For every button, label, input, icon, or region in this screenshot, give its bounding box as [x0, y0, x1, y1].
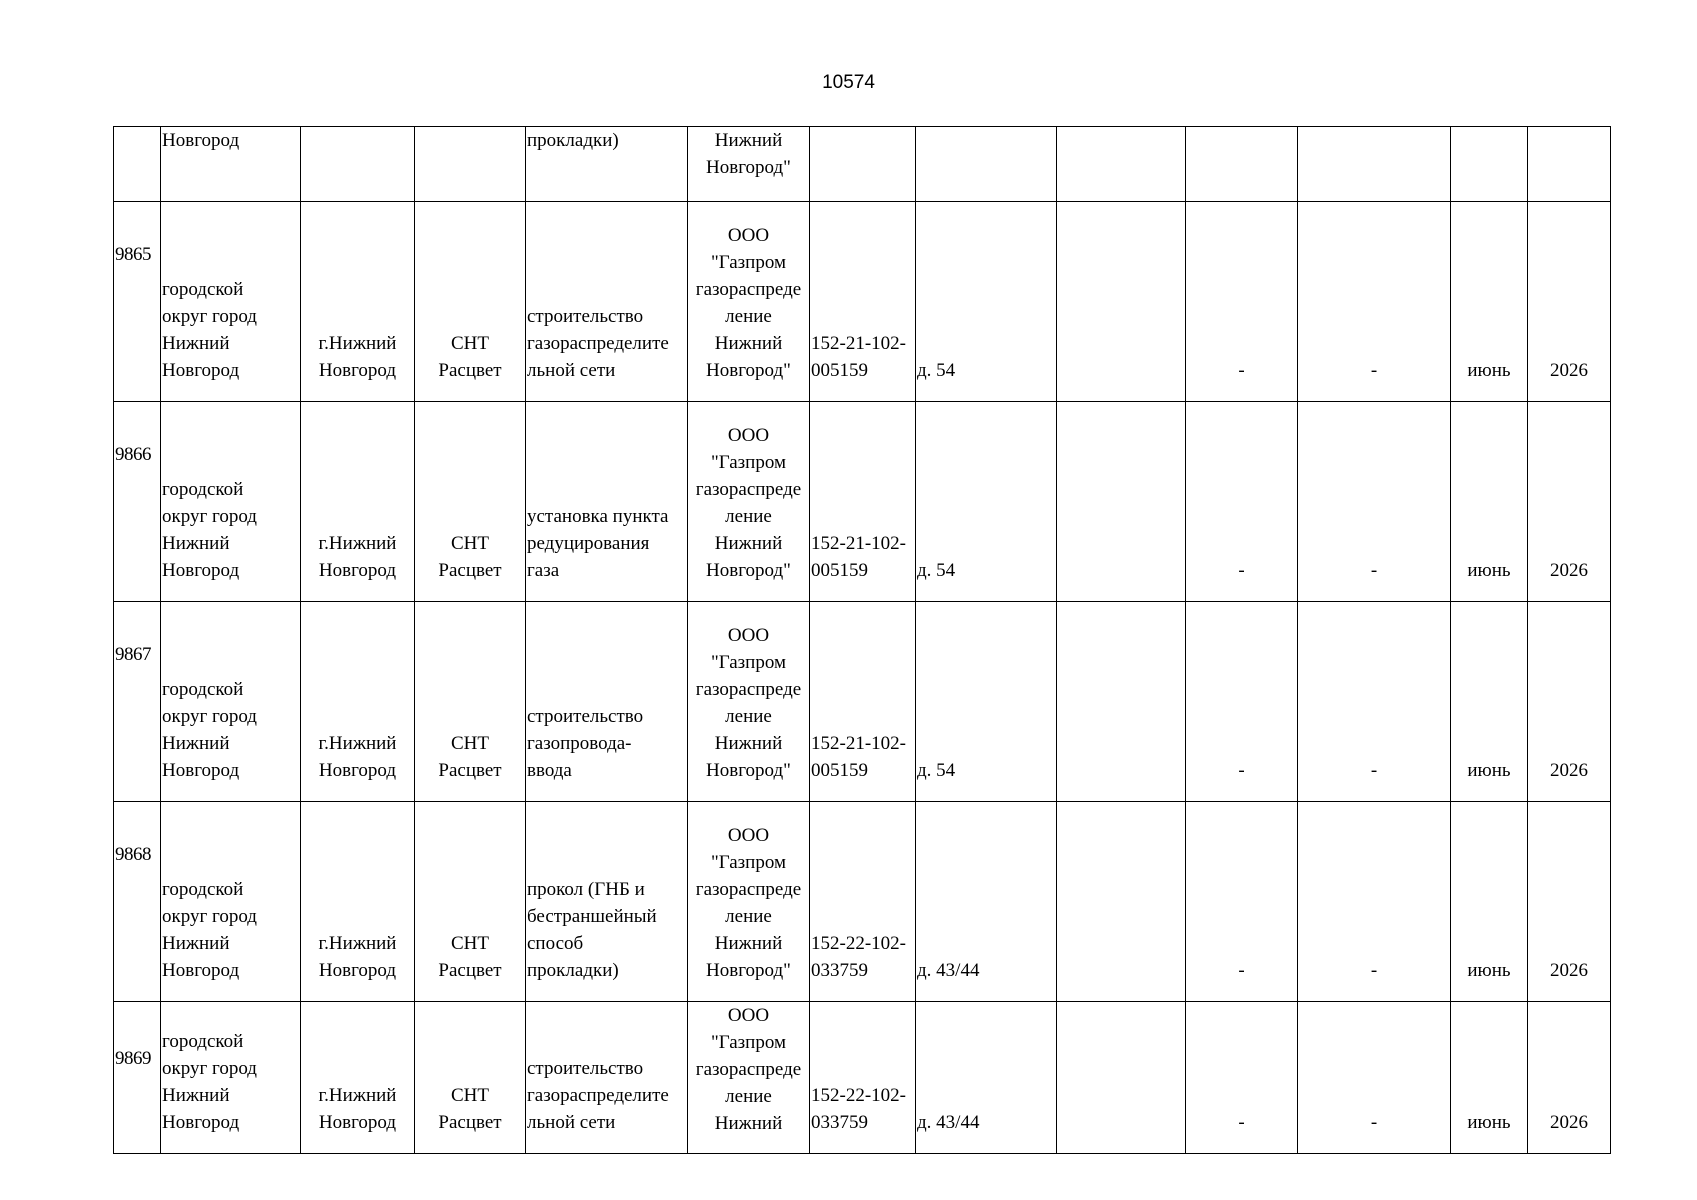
- cell-dash-1: [1186, 602, 1298, 802]
- cell-num: [114, 127, 161, 202]
- cell-dash-2: [1298, 602, 1451, 802]
- org-text: ООО "Газпром газораспреде ление Нижний Новгород": [695, 625, 802, 781]
- cell-snt: [415, 127, 526, 202]
- cell-work: [526, 127, 688, 202]
- table-row: [114, 1002, 1611, 1154]
- cell-month: [1451, 402, 1528, 602]
- cell-code: [810, 602, 916, 802]
- cell-work: [526, 602, 688, 802]
- cell-city: [301, 802, 415, 1002]
- house-text: д. 54: [917, 360, 956, 381]
- dash-text: -: [1238, 560, 1245, 581]
- register-table: [113, 126, 1611, 1154]
- cell-work: [526, 802, 688, 1002]
- cell-district: [161, 802, 301, 1002]
- cell-snt: [415, 402, 526, 602]
- cell-month: [1451, 127, 1528, 202]
- cell-snt: [415, 602, 526, 802]
- cell-snt: [415, 1002, 526, 1154]
- cell-year: [1528, 402, 1611, 602]
- cell-district: [161, 1002, 301, 1154]
- cell-month: [1451, 802, 1528, 1002]
- row-number: 9869: [115, 1047, 151, 1069]
- cell-city: [301, 202, 415, 402]
- work-text: установка пункта редуцирования газа: [527, 506, 669, 581]
- org-text: ООО "Газпром газораспреде ление Нижний Новгород": [695, 825, 802, 981]
- dash-text: -: [1238, 1112, 1245, 1133]
- dash-text: -: [1370, 960, 1378, 981]
- row-number: 9867: [115, 643, 151, 665]
- cell-dash-1: [1186, 202, 1298, 402]
- cell-org: [688, 202, 810, 402]
- cell-house: [916, 1002, 1057, 1154]
- code-text: 152-22-102- 033759: [811, 933, 906, 981]
- cell-empty-1: [1057, 802, 1186, 1002]
- district-text: Новгород: [162, 130, 240, 151]
- table-row: [114, 402, 1611, 602]
- district-text: городской округ город Нижний Новгород: [162, 879, 257, 981]
- cell-city: [301, 127, 415, 202]
- cell-district: [161, 402, 301, 602]
- year-text: 2026: [1550, 960, 1588, 981]
- dash-text: -: [1238, 360, 1245, 381]
- cell-code: [810, 127, 916, 202]
- code-text: 152-21-102- 005159: [811, 333, 906, 381]
- row-number: 9866: [115, 443, 151, 465]
- cell-org: [688, 1002, 810, 1154]
- cell-dash-2: [1298, 402, 1451, 602]
- work-text: прокладки): [527, 130, 619, 151]
- cell-work: [526, 1002, 688, 1154]
- cell-empty-1: [1057, 602, 1186, 802]
- cell-house: [916, 802, 1057, 1002]
- work-text: строительство газораспределите льной сети: [527, 306, 669, 381]
- cell-city: [301, 402, 415, 602]
- cell-code: [810, 402, 916, 602]
- house-text: д. 43/44: [917, 960, 980, 981]
- row-number: 9865: [115, 243, 151, 265]
- cell-empty-1: [1057, 202, 1186, 402]
- snt-text: СНТ Расцвет: [438, 933, 502, 981]
- code-text: 152-21-102- 005159: [811, 533, 906, 581]
- cell-year: [1528, 127, 1611, 202]
- continuation-row: [114, 127, 1611, 202]
- cell-dash-2: [1298, 127, 1451, 202]
- work-text: строительство газопровода- ввода: [527, 706, 644, 781]
- cell-house: [916, 127, 1057, 202]
- row-number: 9868: [115, 843, 151, 865]
- cell-work: [526, 202, 688, 402]
- cell-year: [1528, 802, 1611, 1002]
- page-number: 10574: [822, 72, 875, 93]
- dash-text: -: [1370, 560, 1378, 581]
- cell-snt: [415, 202, 526, 402]
- cell-empty-1: [1057, 1002, 1186, 1154]
- city-text: г.Нижний Новгород: [318, 933, 397, 981]
- snt-text: СНТ Расцвет: [438, 1085, 502, 1133]
- cell-dash-2: [1298, 202, 1451, 402]
- cell-code: [810, 202, 916, 402]
- dash-text: -: [1370, 760, 1378, 781]
- month-text: июнь: [1467, 560, 1511, 581]
- cell-year: [1528, 1002, 1611, 1154]
- dash-text: -: [1238, 760, 1245, 781]
- city-text: г.Нижний Новгород: [318, 333, 397, 381]
- cell-num: [114, 402, 161, 602]
- district-text: городской округ город Нижний Новгород: [162, 479, 257, 581]
- month-text: июнь: [1467, 360, 1511, 381]
- cell-num: [114, 202, 161, 402]
- district-text: городской округ город Нижний Новгород: [162, 279, 257, 381]
- month-text: июнь: [1467, 960, 1511, 981]
- code-text: 152-22-102- 033759: [811, 1085, 906, 1133]
- cell-num: [114, 602, 161, 802]
- district-text: городской округ город Нижний Новгород: [162, 1031, 257, 1133]
- house-text: д. 54: [917, 760, 956, 781]
- month-text: июнь: [1467, 760, 1511, 781]
- year-text: 2026: [1550, 560, 1588, 581]
- cell-snt: [415, 802, 526, 1002]
- snt-text: СНТ Расцвет: [438, 733, 502, 781]
- cell-empty-1: [1057, 402, 1186, 602]
- cell-city: [301, 602, 415, 802]
- org-text: Нижний Новгород": [706, 130, 791, 178]
- cell-num: [114, 1002, 161, 1154]
- cell-city: [301, 1002, 415, 1154]
- cell-dash-1: [1186, 402, 1298, 602]
- year-text: 2026: [1550, 1112, 1588, 1133]
- cell-code: [810, 1002, 916, 1154]
- cell-district: [161, 602, 301, 802]
- cell-dash-1: [1186, 1002, 1298, 1154]
- cell-empty-1: [1057, 127, 1186, 202]
- work-text: прокол (ГНБ и бестраншейный способ прокладки): [527, 879, 657, 981]
- cell-district: [161, 202, 301, 402]
- code-text: 152-21-102- 005159: [811, 733, 906, 781]
- table-row: [114, 802, 1611, 1002]
- cell-dash-2: [1298, 802, 1451, 1002]
- cell-year: [1528, 602, 1611, 802]
- cell-dash-2: [1298, 1002, 1451, 1154]
- city-text: г.Нижний Новгород: [318, 733, 397, 781]
- cell-year: [1528, 202, 1611, 402]
- cell-house: [916, 202, 1057, 402]
- cell-org: [688, 602, 810, 802]
- house-text: д. 54: [917, 560, 956, 581]
- org-text: ООО "Газпром газораспреде ление Нижний Новгород": [695, 225, 802, 381]
- year-text: 2026: [1550, 760, 1588, 781]
- cell-month: [1451, 1002, 1528, 1154]
- cell-work: [526, 402, 688, 602]
- snt-text: СНТ Расцвет: [438, 533, 502, 581]
- cell-month: [1451, 202, 1528, 402]
- district-text: городской округ город Нижний Новгород: [162, 679, 257, 781]
- work-text: строительство газораспределите льной сети: [527, 1058, 669, 1133]
- table-row: [114, 602, 1611, 802]
- city-text: г.Нижний Новгород: [318, 1085, 397, 1133]
- city-text: г.Нижний Новгород: [318, 533, 397, 581]
- cell-district: [161, 127, 301, 202]
- dash-text: -: [1370, 1112, 1378, 1133]
- org-text: ООО "Газпром газораспреде ление Нижний Новгород": [695, 425, 802, 581]
- cell-house: [916, 602, 1057, 802]
- cell-dash-1: [1186, 127, 1298, 202]
- month-text: июнь: [1467, 1112, 1511, 1133]
- house-text: д. 43/44: [917, 1112, 980, 1133]
- cell-code: [810, 802, 916, 1002]
- cell-num: [114, 802, 161, 1002]
- cell-dash-1: [1186, 802, 1298, 1002]
- cell-month: [1451, 602, 1528, 802]
- cell-org: [688, 127, 810, 202]
- table-row: [114, 202, 1611, 402]
- cell-house: [916, 402, 1057, 602]
- cell-org: [688, 802, 810, 1002]
- dash-text: -: [1370, 360, 1378, 381]
- snt-text: СНТ Расцвет: [438, 333, 502, 381]
- org-text: ООО "Газпром газораспреде ление Нижний: [695, 1005, 802, 1134]
- dash-text: -: [1238, 960, 1245, 981]
- cell-org: [688, 402, 810, 602]
- year-text: 2026: [1550, 360, 1588, 381]
